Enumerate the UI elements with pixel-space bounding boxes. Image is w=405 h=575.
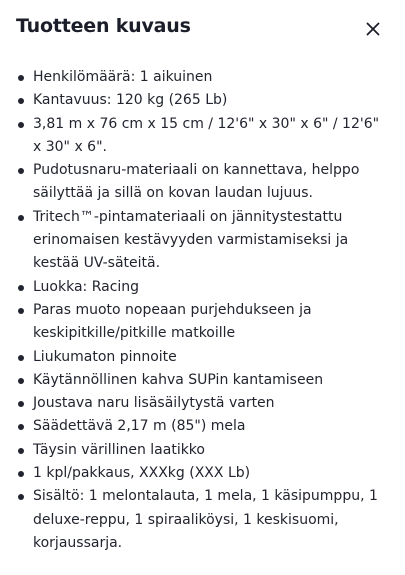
list-item <box>16 415 388 438</box>
bullet-icon <box>18 378 24 384</box>
close-icon <box>366 22 380 36</box>
list-item-text: Kantavuus: 120 kg (265 Lb) <box>33 92 228 109</box>
list-item <box>16 369 388 392</box>
bullet-icon <box>18 494 24 500</box>
list-item-text: Sisältö: 1 melontalauta, 1 mela, 1 käsipumppu, 1 deluxe-reppu, 1 spiraaliköysi, 1 keskisuomi, korjaussarja. <box>33 488 378 551</box>
list-item <box>16 276 388 299</box>
close-button[interactable] <box>360 16 386 42</box>
bullet-icon <box>18 308 24 314</box>
list-item <box>16 206 388 276</box>
list-item-text: Luokka: Racing <box>33 278 140 295</box>
list-item <box>16 66 388 89</box>
list-item <box>16 89 388 112</box>
list-item-text: Paras muoto nopeaan purjehdukseen ja keskipitkille/pitkille matkoille <box>33 301 312 342</box>
list-item-text: Käytännöllinen kahva SUPin kantamiseen <box>33 371 324 388</box>
list-item-text: Liukumaton pinnoite <box>33 348 177 365</box>
description-content <box>16 66 388 555</box>
list-item <box>16 159 388 206</box>
list-item-text: 3,81 m x 76 cm x 15 cm / 12'6" x 30" x 6" / 12'6" x 30" x 6". <box>33 115 380 155</box>
bullet-icon <box>18 471 24 477</box>
bullet-icon <box>18 355 24 361</box>
list-item-text: Pudotusnaru-materiaali on kannettava, helppo säilyttää ja sillä on kovan laudan lujuus. <box>33 162 360 202</box>
bullet-icon <box>18 401 24 407</box>
bullet-icon <box>18 448 24 454</box>
list-item-text: Henkilömäärä: 1 aikuinen <box>33 69 213 85</box>
sheet-title: Tuotteen kuvaus <box>16 15 191 37</box>
bullet-icon <box>18 98 24 104</box>
list-item <box>16 299 388 346</box>
list-item <box>16 392 388 415</box>
description-list <box>16 66 388 555</box>
bullet-icon <box>18 75 24 81</box>
list-item <box>16 346 388 369</box>
bullet-icon <box>18 285 24 291</box>
list-item-text: Joustava naru lisäsäilytystä varten <box>33 395 275 412</box>
bullet-icon <box>18 215 24 221</box>
list-item <box>16 485 388 555</box>
sheet-header <box>0 0 405 60</box>
bullet-icon <box>18 122 24 128</box>
bullet-icon <box>18 424 24 430</box>
list-item <box>16 439 388 462</box>
bullet-icon <box>18 168 24 174</box>
list-item-text: Täysin värillinen laatikko <box>33 441 205 458</box>
list-item <box>16 113 388 160</box>
list-item-text: Tritech™-pintamateriaali on jännitystestattu erinomaisen kestävyyden varmistamiseksi ja kestää UV-säteitä. <box>33 208 349 272</box>
list-item <box>16 462 388 485</box>
list-item-text: 1 kpl/pakkaus, XXXkg (XXX Lb) <box>33 465 251 482</box>
list-item-text: Säädettävä 2,17 m (85") mela <box>33 418 246 435</box>
